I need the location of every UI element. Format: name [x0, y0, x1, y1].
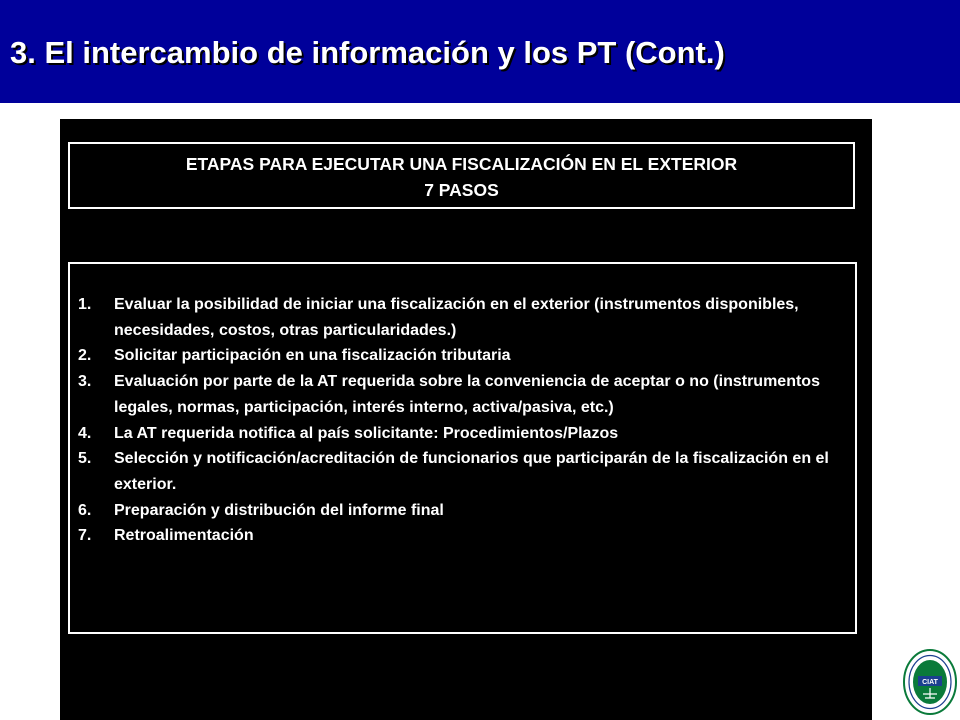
step-item-1 — [70, 292, 855, 343]
step-number: 3. — [78, 373, 92, 391]
step-item-2 — [70, 343, 855, 369]
step-number: 5. — [78, 450, 92, 468]
seal-text: CIAT — [922, 679, 938, 686]
step-item-3 — [70, 369, 855, 420]
steps-box — [68, 262, 857, 634]
step-text: Selección y notificación/acreditación de funcionarios que participarán de la fiscalización en el exterior. — [114, 450, 829, 493]
step-number: 1. — [78, 296, 92, 313]
step-number: 2. — [78, 347, 92, 365]
step-number: 4. — [78, 424, 92, 442]
organization-seal-icon — [903, 648, 957, 716]
steps-list — [70, 292, 855, 549]
steps-header-line-1: ETAPAS PARA EJECUTAR UNA FISCALIZACIÓN EN EL EXTERIOR — [185, 154, 738, 174]
step-item-4 — [70, 421, 855, 447]
step-text: Retroalimentación — [114, 527, 254, 545]
step-item-6 — [70, 498, 855, 524]
steps-header-box — [68, 142, 855, 209]
step-text: La AT requerida notifica al país solicitante: Procedimientos/Plazos — [114, 424, 619, 442]
step-text: Solicitar participación en una fiscalización tributaria — [114, 347, 511, 365]
slide-title: 3. El intercambio de información y los PT (Cont.) — [10, 35, 725, 70]
step-text: Preparación y distribución del informe final — [114, 501, 444, 519]
steps-header-line-2: 7 PASOS — [424, 180, 499, 200]
title-bar — [0, 0, 960, 103]
step-text: Evaluación por parte de la AT requerida sobre la conveniencia de aceptar o no (instrumentos legales, normas, participación, interés interno, activa/pasiva, etc.) — [114, 373, 820, 416]
step-item-5 — [70, 446, 855, 497]
step-text: Evaluar la posibilidad de iniciar una fiscalización en el exterior (instrumentos disponibles, necesidades, costos, otras particularidades.) — [114, 296, 799, 339]
step-item-7 — [70, 523, 855, 549]
step-number: 6. — [78, 501, 92, 519]
step-number: 7. — [78, 527, 92, 545]
